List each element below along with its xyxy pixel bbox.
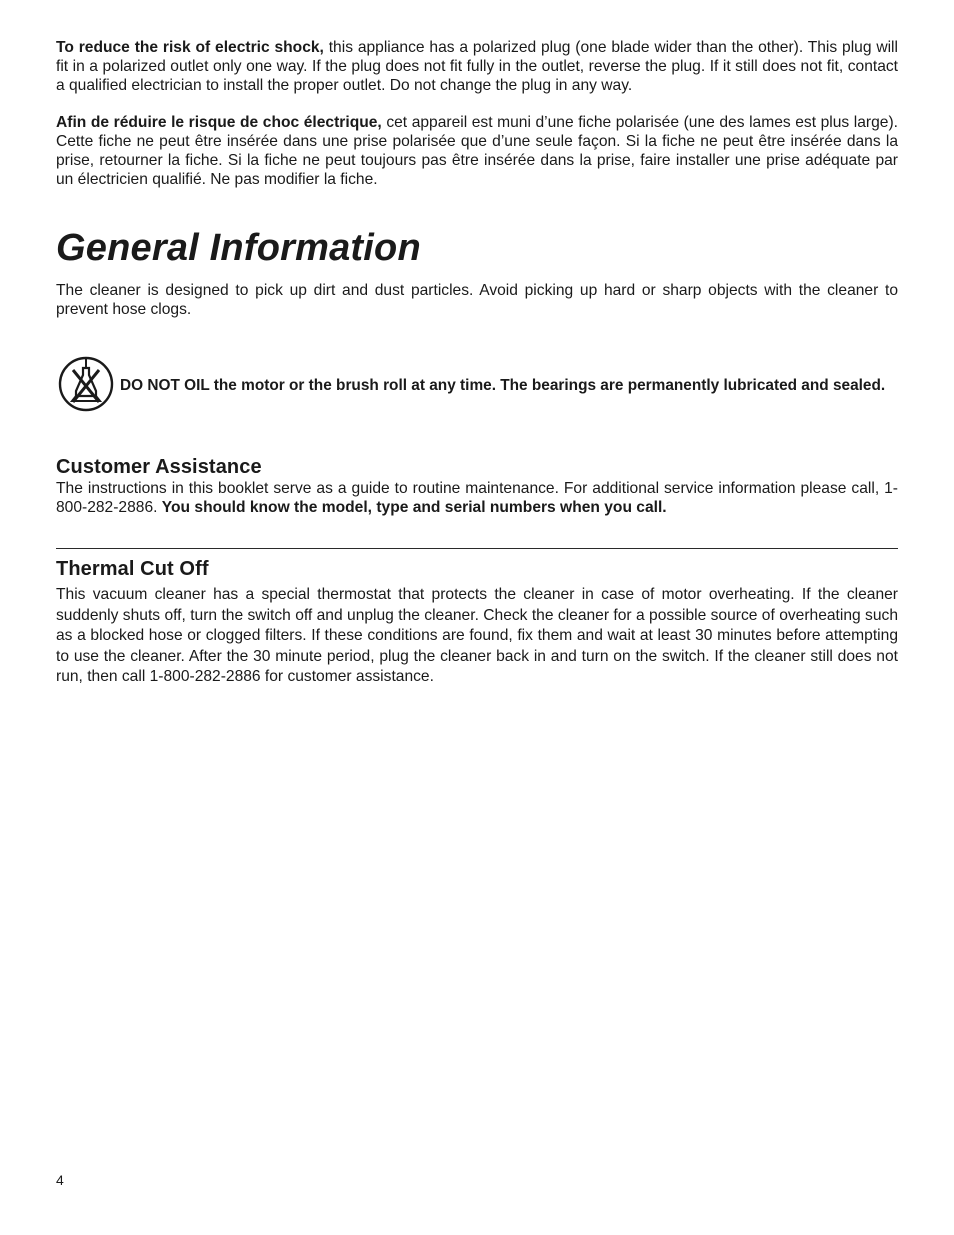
shock-warning-french: [56, 113, 898, 189]
shock-warning-english-bold: To reduce the risk of electric shock,: [56, 39, 324, 56]
shock-warning-english: [56, 38, 898, 95]
thermal-cut-off-heading: Thermal Cut Off: [56, 558, 209, 580]
shock-warning-english-text: this appliance has a polarized plug (one blade wider than the other). This plug will fit in a polarized outlet only one way. If the plug does not fit fully in the outlet, reverse the plug. If it still does not fit, contact a qualified electrician to install the proper outlet. Do not change the plug in any way.: [56, 39, 898, 94]
page-title: General Information: [56, 227, 421, 269]
no-oil-icon: [58, 355, 114, 413]
customer-assistance-body: The instructions in this booklet serve as a guide to routine maintenance. For additional service information please call, 1-800-282-2886.: [56, 480, 898, 516]
thermal-cut-off-text: This vacuum cleaner has a special thermostat that protects the cleaner in case of motor overheating. If the cleaner suddenly shuts off, turn the switch off and unplug the cleaner. Check the cleaner for a possible source of overheating such as a blocked hose or clogged filters. If these conditions are found, fix them and wait at least 30 minutes before attempting to use the cleaner. After the 30 minute period, plug the cleaner back in and turn on the switch. If the cleaner still does not run, then call 1-800-282-2886 for customer assistance.: [56, 586, 898, 686]
page-number: 4: [56, 1172, 64, 1188]
section-divider: [56, 548, 898, 549]
general-intro: The cleaner is designed to pick up dirt and dust particles. Avoid picking up hard or sharp objects with the cleaner to prevent hose clogs.: [56, 282, 898, 318]
oil-warning-text: DO NOT OIL the motor or the brush roll at any time. The bearings are permanently lubricated and sealed.: [120, 376, 886, 394]
customer-assistance-heading: Customer Assistance: [56, 456, 262, 478]
oil-warning: [56, 355, 898, 413]
customer-assistance-bold: You should know the model, type and serial numbers when you call.: [161, 499, 667, 516]
page-content: [56, 38, 898, 688]
shock-warning-french-bold: Afin de réduire le risque de choc électrique,: [56, 114, 382, 131]
shock-warning-french-text: cet appareil est muni d’une fiche polarisée (une des lames est plus large). Cette fiche ne peut être insérée dans une prise polarisée que d’une seule façon. Si la fiche ne peut être insérée dans la prise, retourner la fiche. Si la fiche ne peut toujours pas être insérée dans la prise, faire installer une prise adéquate par un électricien qualifié. Ne pas modifier la fiche.: [56, 114, 898, 188]
customer-assistance-text: [56, 479, 898, 517]
